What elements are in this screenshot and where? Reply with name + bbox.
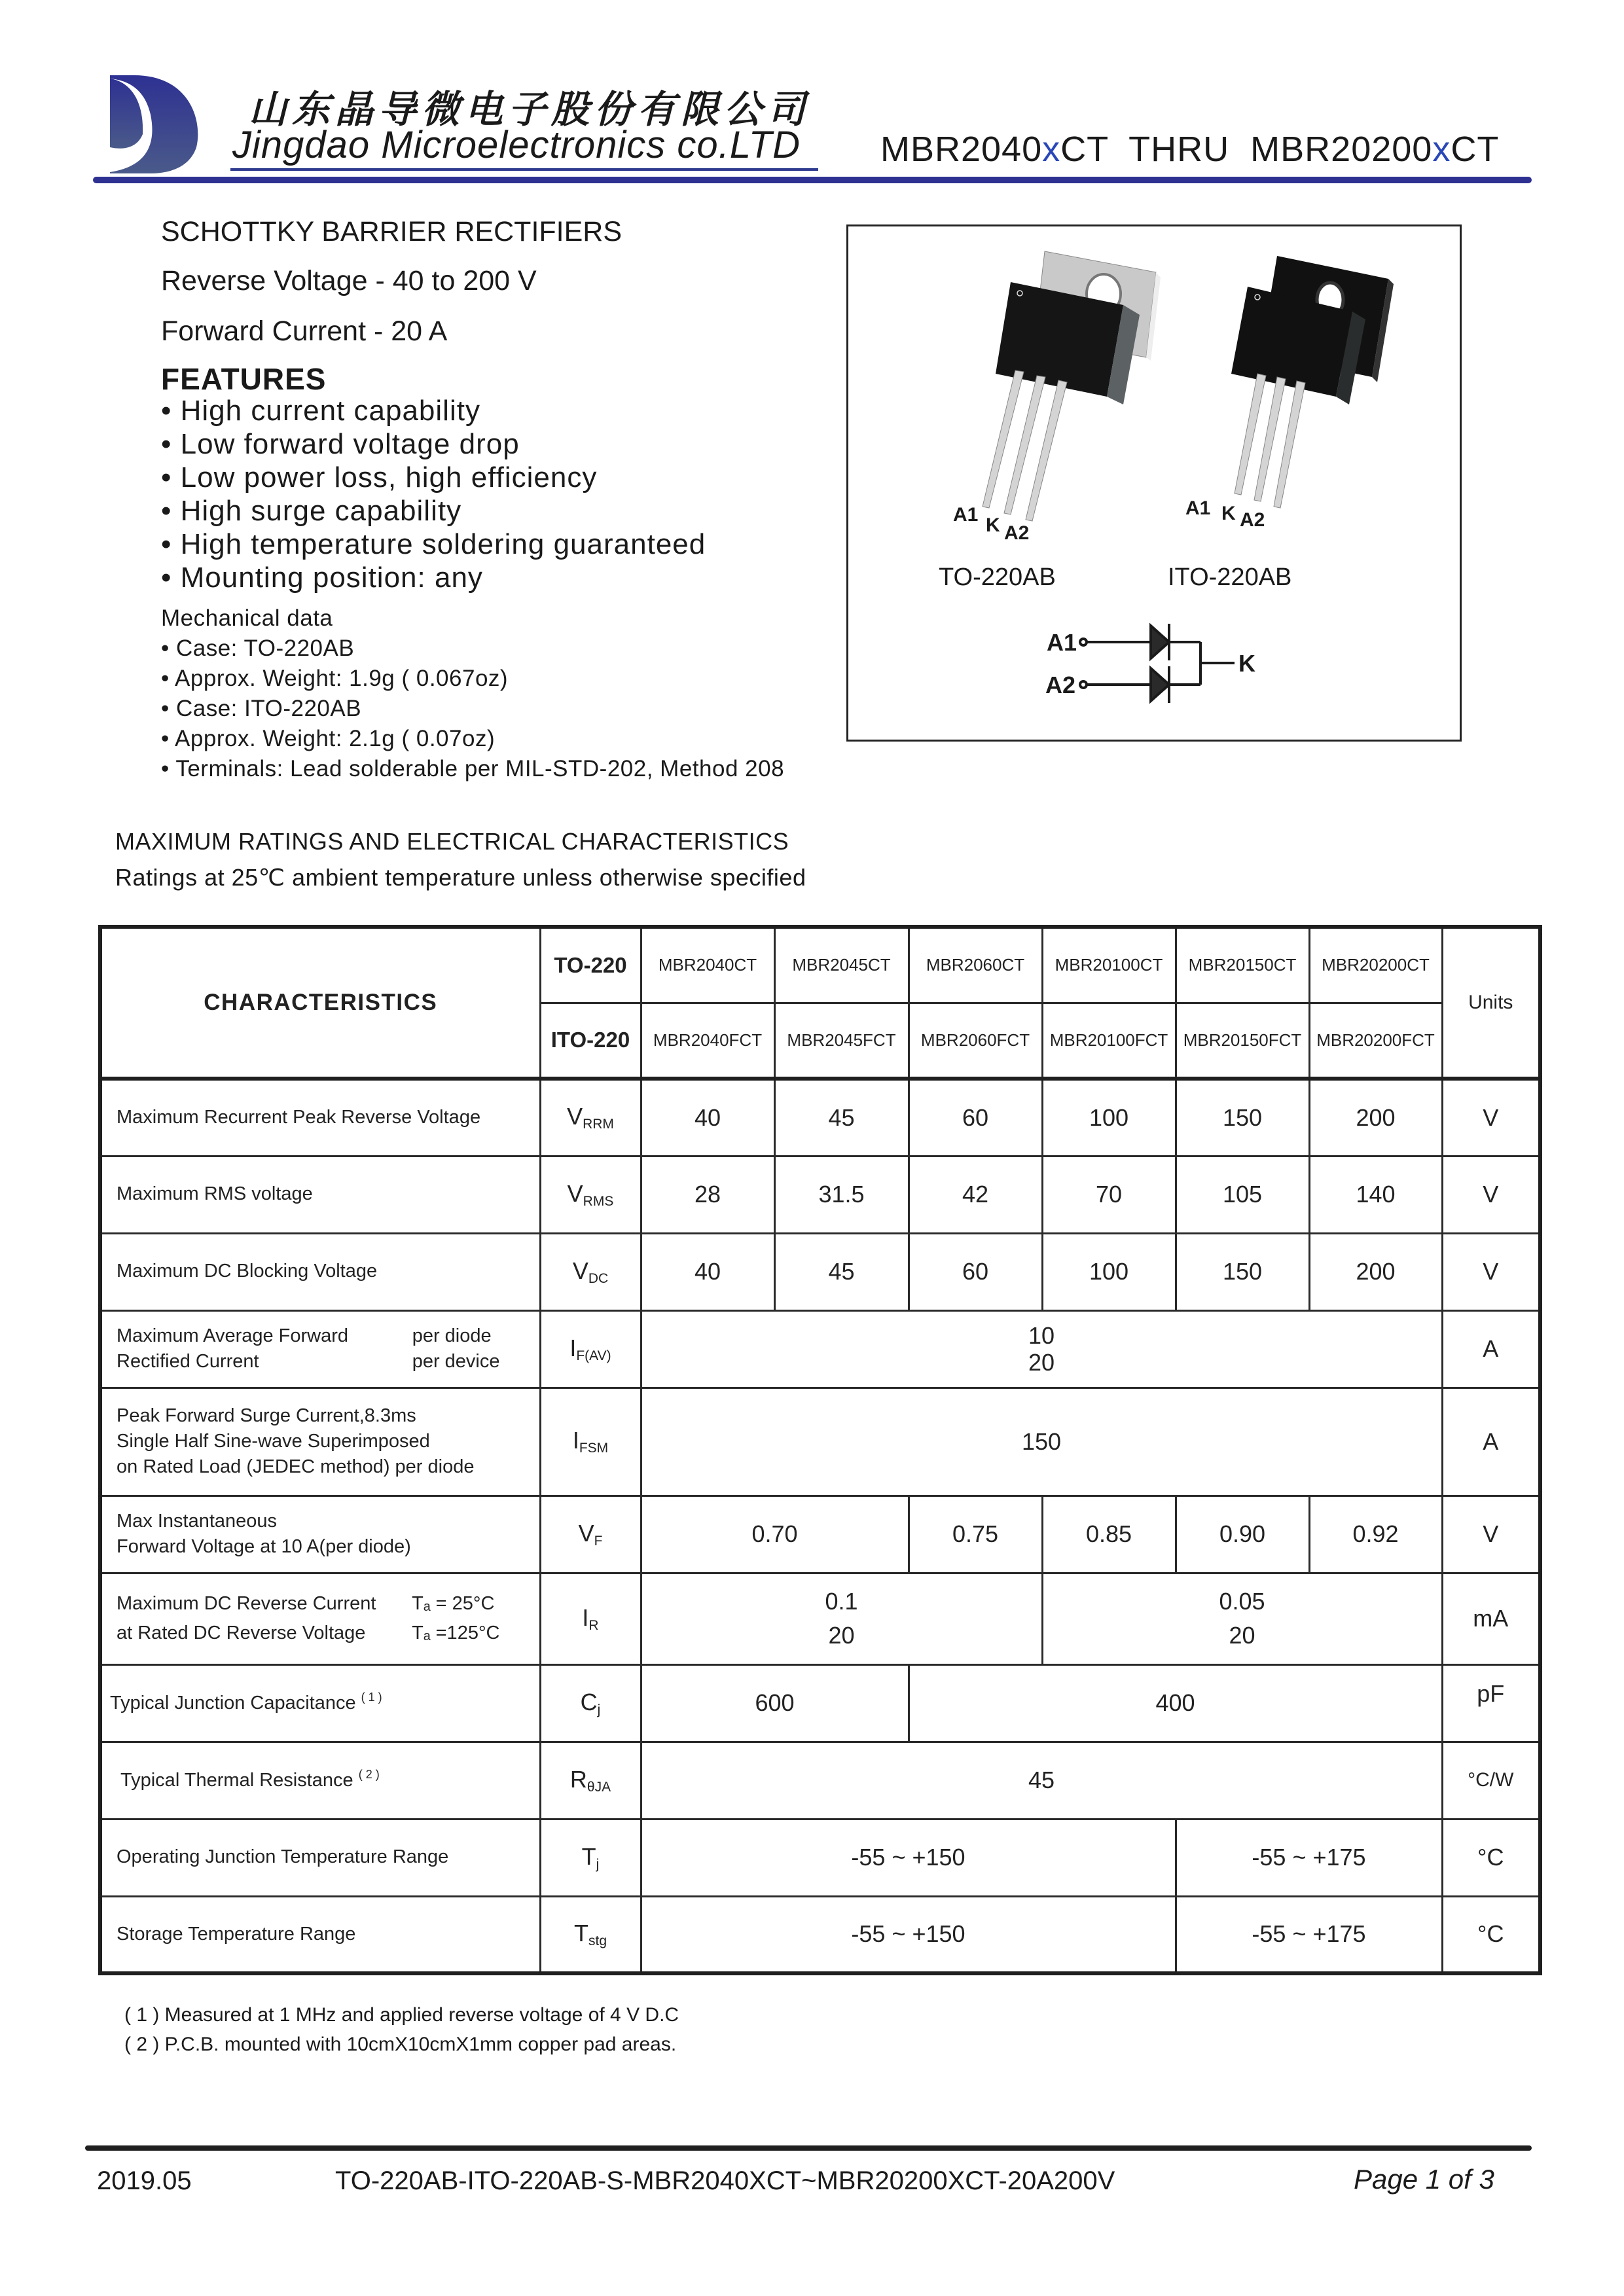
part-title-variant-x: x [1432,130,1451,169]
symbol-main: V [567,1103,583,1130]
value-per-diode: 10 [1028,1321,1055,1349]
header-part: MBR20200CT [1309,927,1442,1003]
cell-value: 45 [641,1742,1442,1819]
to220-package-label: TO-220AB [939,564,1056,591]
cell-value: 200 [1309,1233,1442,1310]
cell-value-group1 [641,1573,1042,1664]
row-label-line: Maximum DC Reverse Current [117,1593,376,1615]
cell-value-group2 [1042,1573,1442,1664]
table-row-cj [100,1664,1540,1742]
part-title-suffix: CT [1451,130,1500,169]
company-underline [230,168,818,171]
row-label-line: Max Instantaneous [117,1510,278,1532]
cell-value: -55 ~ +150 [641,1896,1176,1973]
row-condition: Tₐ =125°C [412,1623,500,1643]
symbol-main: I [569,1334,577,1361]
reverse-voltage-spec: Reverse Voltage - 40 to 200 V [161,265,537,296]
cell-unit: A [1442,1310,1540,1388]
table-row-thermal-resistance [100,1742,1540,1819]
cell-unit: pF [1442,1664,1540,1742]
cell-value: 140 [1309,1156,1442,1233]
row-condition: per device [412,1351,500,1372]
features-heading: FEATURES [161,362,327,396]
header-part: MBR2040FCT [641,1003,774,1079]
row-condition: per diode [412,1325,492,1346]
cell-value: 0.90 [1176,1496,1309,1573]
header-part: MBR20100FCT [1042,1003,1176,1079]
symbol-main: T [581,1842,596,1870]
row-label-line: at Rated DC Reverse Voltage [117,1623,366,1643]
row-label-text: Typical Thermal Resistance [120,1770,353,1791]
row-label [100,1742,540,1819]
row-symbol [540,1896,641,1973]
product-subtitle: SCHOTTKY BARRIER RECTIFIERS [161,216,623,247]
row-label: Maximum Recurrent Peak Reverse Voltage [100,1079,540,1156]
mechanical-item: • Approx. Weight: 1.9g ( 0.067oz) [161,666,509,691]
cell-value: 40 [641,1079,774,1156]
header-characteristics: CHARACTERISTICS [100,927,540,1079]
dual-diode-schematic-icon [1080,624,1235,703]
symbol-subscript: R [588,1617,599,1633]
ito220-package-icon [1231,256,1394,508]
row-label [100,1573,540,1664]
cell-value: -55 ~ +150 [641,1819,1176,1896]
schematic-label-a1: A1 [1047,629,1077,656]
table-row-vrrm [100,1079,1540,1156]
part-range-title [880,129,1499,170]
symbol-main: I [572,1427,579,1454]
symbol-subscript: j [597,1702,601,1717]
feature-item: • High current capability [161,395,480,427]
cell-value: 150 [641,1388,1442,1496]
ito220-package-label: ITO-220AB [1168,564,1292,591]
ratings-section-title: MAXIMUM RATINGS AND ELECTRICAL CHARACTERISTICS [115,828,789,855]
value-25c: 0.1 [825,1587,858,1615]
cell-value: 40 [641,1233,774,1310]
ito220-pin-k: K [1221,503,1236,524]
cell-value: 28 [641,1156,774,1233]
row-symbol [540,1742,641,1819]
footnote-1: ( 1 ) Measured at 1 MHz and applied reverse voltage of 4 V D.C [124,2004,679,2026]
header-part: MBR2045CT [774,927,909,1003]
feature-item: • High temperature soldering guaranteed [161,528,706,560]
cell-value: 600 [641,1664,909,1742]
header-part: MBR20150CT [1176,927,1309,1003]
ratings-conditions: Ratings at 25℃ ambient temperature unless otherwise specified [115,864,806,891]
ito220-pin-a2: A2 [1240,509,1265,531]
footnote-ref: ( 1 ) [361,1691,382,1704]
cell-value: 60 [909,1079,1042,1156]
mechanical-item: • Terminals: Lead solderable per MIL-STD-202, Method 208 [161,756,785,781]
cell-value [641,1310,1442,1388]
symbol-subscript: θJA [586,1779,611,1795]
row-label-line: Maximum Average Forward [117,1325,349,1346]
cell-unit: V [1442,1496,1540,1573]
mechanical-item: • Case: ITO-220AB [161,696,362,721]
cell-value: 0.92 [1309,1496,1442,1573]
cell-value: 0.70 [641,1496,909,1573]
cell-unit: V [1442,1233,1540,1310]
row-label [100,1496,540,1573]
row-symbol [540,1310,641,1388]
footer-page-number: Page 1 of 3 [1354,2164,1494,2195]
value-per-device: 20 [1028,1349,1055,1376]
to220-pin-k: K [986,514,1000,536]
cell-unit: V [1442,1156,1540,1233]
row-symbol [540,1233,641,1310]
feature-item: • Low forward voltage drop [161,428,520,460]
header-part: MBR20150FCT [1176,1003,1309,1079]
row-symbol [540,1156,641,1233]
symbol-subscript: RRM [583,1117,614,1132]
value-25c: 0.05 [1219,1587,1265,1615]
symbol-subscript: j [596,1856,600,1872]
row-symbol [540,1388,641,1496]
cell-unit: °C [1442,1819,1540,1896]
symbol-subscript: F [594,1533,603,1549]
row-label-text: Typical Junction Capacitance [110,1693,356,1714]
row-symbol [540,1496,641,1573]
symbol-subscript: RMS [583,1193,614,1209]
symbol-main: R [569,1765,587,1793]
cell-value: 200 [1309,1079,1442,1156]
cell-value: 45 [774,1079,909,1156]
ito220-pin-a1: A1 [1185,497,1211,519]
footnote-ref: ( 2 ) [358,1768,380,1782]
cell-value: 150 [1176,1233,1309,1310]
row-label-line: Peak Forward Surge Current,8.3ms [117,1405,416,1426]
cell-unit: °C/W [1442,1742,1540,1819]
symbol-subscript: F(AV) [576,1348,611,1363]
table-row-vrms [100,1156,1540,1233]
cell-value: 150 [1176,1079,1309,1156]
row-label [100,1664,540,1742]
header-part: MBR20200FCT [1309,1003,1442,1079]
cell-value: 100 [1042,1233,1176,1310]
symbol-main: T [573,1919,588,1946]
cell-unit: mA [1442,1573,1540,1664]
footer-document-id: TO-220AB-ITO-220AB-S-MBR2040XCT~MBR20200XCT-20A200V [335,2166,1115,2195]
cell-value: 42 [909,1156,1042,1233]
package-illustration-box [846,224,1462,742]
table-row-ifsm [100,1388,1540,1496]
feature-item: • High surge capability [161,495,462,527]
cell-value: 105 [1176,1156,1309,1233]
row-symbol [540,1819,641,1896]
row-label-line: Forward Voltage at 10 A(per diode) [117,1536,411,1557]
row-label: Operating Junction Temperature Range [100,1819,540,1896]
header-divider [93,177,1532,183]
part-title-variant-x: x [1042,130,1061,169]
company-name-chinese: 山东晶导微电子股份有限公司 [249,87,811,132]
row-label [100,1310,540,1388]
to220-pin-a2: A2 [1004,522,1030,544]
row-label-line: on Rated Load (JEDEC method) per diode [117,1456,475,1478]
company-name-english: Jingdao Microelectronics co.LTD [232,124,801,166]
row-label-line: Rectified Current [117,1351,259,1372]
symbol-main: V [578,1519,594,1547]
cell-unit: V [1442,1079,1540,1156]
company-logo-icon [105,75,203,173]
schematic-label-k: K [1238,650,1255,677]
table-row-ifav [100,1310,1540,1388]
cell-value: 70 [1042,1156,1176,1233]
header-part: MBR2040CT [641,927,774,1003]
row-label: Maximum DC Blocking Voltage [100,1233,540,1310]
row-label: Maximum RMS voltage [100,1156,540,1233]
cell-value: 31.5 [774,1156,909,1233]
row-condition: Tₐ = 25°C [412,1593,495,1615]
footer-divider [85,2145,1532,2151]
footer-date: 2019.05 [97,2166,192,2195]
cell-value: 0.85 [1042,1496,1176,1573]
footnote-2: ( 2 ) P.C.B. mounted with 10cmX10cmX1mm copper pad areas. [124,2034,677,2055]
symbol-main: V [572,1257,588,1284]
header-part: MBR2060CT [909,927,1042,1003]
table-row-tstg [100,1896,1540,1973]
row-symbol [540,1079,641,1156]
cell-value: 400 [909,1664,1442,1742]
forward-current-spec: Forward Current - 20 A [161,315,448,347]
mechanical-heading: Mechanical data [161,605,333,631]
cell-value: -55 ~ +175 [1176,1896,1442,1973]
cell-value: -55 ~ +175 [1176,1819,1442,1896]
symbol-main: V [567,1179,583,1207]
symbol-subscript: FSM [579,1441,609,1456]
value-125c: 20 [1229,1622,1255,1649]
cell-unit: °C [1442,1896,1540,1973]
package-drawings [848,226,1460,740]
row-symbol [540,1573,641,1664]
to220-pin-a1: A1 [953,504,979,526]
cell-unit: A [1442,1388,1540,1496]
row-label [100,1388,540,1496]
schematic-label-a2: A2 [1045,672,1076,698]
table-row-tj [100,1819,1540,1896]
header-units: Units [1442,927,1540,1079]
header-part: MBR2045FCT [774,1003,909,1079]
row-label-line: Single Half Sine-wave Superimposed [117,1430,430,1452]
cell-value: 100 [1042,1079,1176,1156]
header-package-to220: TO-220 [540,927,641,1003]
part-title-mid: CT THRU MBR20200 [1060,130,1433,169]
mechanical-item: • Case: TO-220AB [161,636,355,661]
header-part: MBR2060FCT [909,1003,1042,1079]
value-125c: 20 [828,1622,855,1649]
symbol-main: C [580,1688,598,1715]
electrical-characteristics-table [98,925,1542,1975]
cell-value: 0.75 [909,1496,1042,1573]
table-row-vf [100,1496,1540,1573]
feature-item: • Mounting position: any [161,562,483,594]
feature-item: • Low power loss, high efficiency [161,461,598,493]
to220-package-icon [983,251,1161,521]
table-row-ir [100,1573,1540,1664]
symbol-subscript: stg [588,1933,607,1948]
symbol-subscript: DC [588,1270,609,1286]
mechanical-item: • Approx. Weight: 2.1g ( 0.07oz) [161,726,496,751]
row-label: Storage Temperature Range [100,1896,540,1973]
part-title-prefix: MBR2040 [880,130,1043,169]
cell-value: 60 [909,1233,1042,1310]
table-header-row-to220 [100,927,1540,1003]
row-symbol [540,1664,641,1742]
symbol-main: I [582,1604,589,1631]
header-part: MBR20100CT [1042,927,1176,1003]
header-package-ito220: ITO-220 [540,1003,641,1079]
table-row-vdc [100,1233,1540,1310]
cell-value: 45 [774,1233,909,1310]
